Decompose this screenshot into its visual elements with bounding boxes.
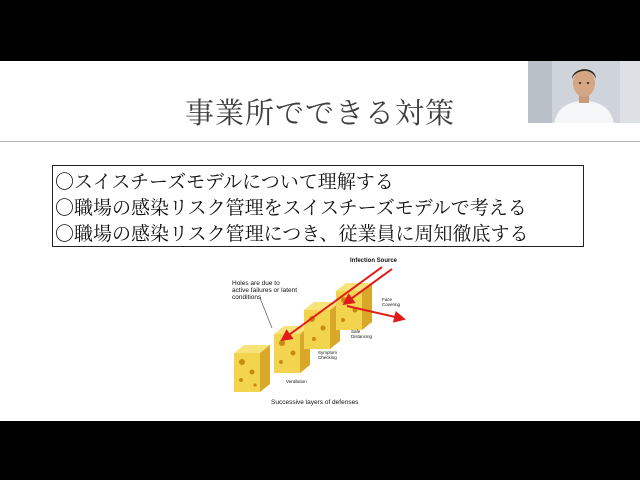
cheese-layer-safe-distancing: [304, 302, 340, 349]
cheese-layer-face-covering: [336, 283, 372, 330]
slide-title: 事業所でできる対策: [184, 96, 455, 130]
layer-label-symptom-checking: Symptom Checking: [318, 350, 338, 360]
letterbox-bottom: [0, 421, 640, 480]
bullet-item: 〇スイスチーズモデルについて理解する: [55, 171, 394, 193]
letterbox-top: [0, 0, 640, 61]
presenter-webcam-feed: [528, 61, 640, 123]
cheese-layer-ventilation: [234, 345, 270, 392]
presenter-video-icon: [528, 61, 640, 123]
bullet-item: 〇職場の感染リスク管理につき、従業員に周知徹底する: [55, 223, 529, 245]
layer-label-ventilation: Ventilation: [286, 379, 307, 384]
swiss-cheese-diagram: [212, 256, 424, 416]
infection-source-label: Infection Source: [350, 258, 398, 264]
diagram-caption: Successive layers of defenses: [271, 399, 359, 406]
layer-label-safe-distancing: Safe Distancing: [351, 329, 373, 339]
bullet-box: [52, 165, 584, 247]
holes-label: Holes are due to active failures or latent conditions: [232, 280, 298, 302]
title-divider: [0, 141, 640, 142]
bullet-item: 〇職場の感染リスク管理をスイスチーズモデルで考える: [55, 197, 527, 219]
layer-label-face-covering: Face Covering: [382, 297, 401, 307]
